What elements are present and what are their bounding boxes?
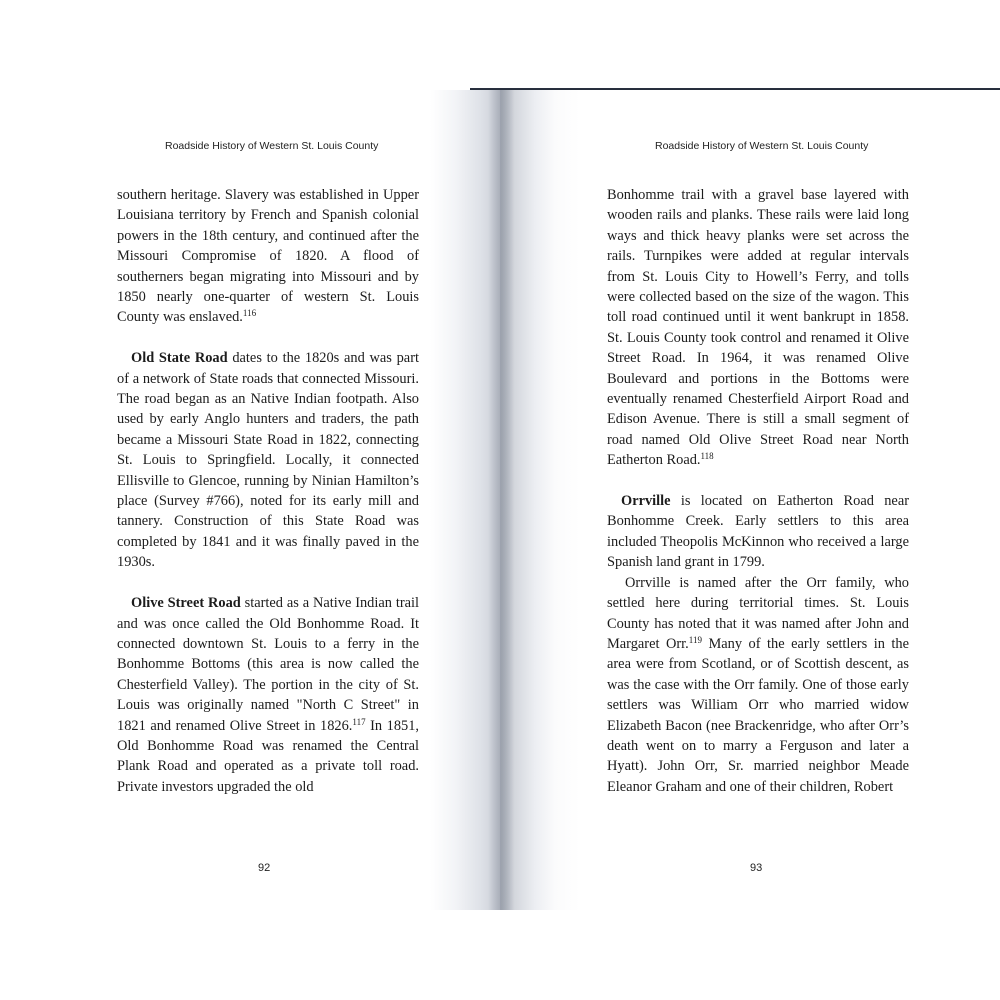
- left-page-number: 92: [258, 862, 271, 874]
- footnote-ref-118: 118: [700, 451, 714, 462]
- left-text-block: [117, 185, 419, 797]
- left-paragraph-1-text: southern heritage. Slavery was established in Upper Louisiana territory by French and Spanish colonial powers in the 18th century, and continued after the Missouri Compromise of 1820. A flood of southerners began migrating into Missouri and by 1850 nearly one-quarter of western St. Louis County was enslaved.: [117, 187, 419, 326]
- right-paragraph-3-text-b: Many of the early settlers in the area were from Scotland, or of Scottish descent, as was the case with the Orr family. One of those early settlers was William Orr who married widow Elizabeth Bacon (nee Brackenridge, who after Orr’s death went on to marry a Ferguson and later a Hyatt). John Orr, Sr. married neighbor Meade Eleanor Graham and one of their children, Robert: [607, 635, 910, 795]
- heading-orrville: Orrville: [621, 493, 671, 510]
- right-text-block: [607, 185, 909, 797]
- footnote-ref-117: 117: [352, 716, 366, 727]
- right-running-head: Roadside History of Western St. Louis County: [655, 140, 869, 152]
- right-page: [500, 90, 1000, 910]
- left-page: [0, 90, 500, 910]
- left-paragraph-2-text: dates to the 1820s and was part of a network of State roads that connected Missouri. The road began as an Native Indian footpath. Also used by early Anglo hunters and traders, the path became a Missouri State Road in 1822, connecting St. Louis to Springfield. Locally, it connected Ellisville to Glencoe, running by Ninian Hamilton’s place (Survey #766), noted for its early mill and tannery. Construction of this State Road was completed by 1841 and it was finally paved in the 1930s.: [117, 350, 419, 571]
- left-paragraph-3-text-b: In 1851, Old Bonhomme Road was renamed the Central Plank Road and operated as a private toll road. Private investors upgraded the old: [117, 717, 420, 795]
- right-paragraph-1-text: Bonhomme trail with a gravel base layered with wooden rails and planks. These rails were laid long ways and thick heavy planks were set across the rails. Turnpikes were added at regular intervals from St. Louis City to Howell’s Ferry, and tolls were collected based on the size of the wagon. This toll road continued until it went bankrupt in 1858. St. Louis County took control and renamed it Olive Street Road. In 1964, it was renamed Olive Boulevard and portions in the Bottoms were eventually renamed Chesterfield Airport Road and Edison Avenue. There is still a small segment of road named Old Olive Street Road near North Eatherton Road.: [607, 187, 909, 469]
- left-paragraph-3-text-a: started as a Native Indian trail and was once called the Old Bonhomme Road. It connected downtown St. Louis to a ferry in the Bonhomme Bottoms (this area is now called the Chesterfield Valley). The portion in the city of St. Louis was originally named "North C Street" in 1821 and renamed Olive Street in 1826.: [117, 595, 419, 734]
- right-paragraph-1: [607, 185, 909, 471]
- right-paragraph-2-text: is located on Eatherton Road near Bonhomme Creek. Early settlers to this area included Theopolis McKinnon who received a large Spanish land grant in 1799.: [607, 493, 909, 571]
- left-paragraph-2: [117, 348, 419, 572]
- right-paragraph-3: [607, 573, 909, 797]
- footnote-ref-116: 116: [242, 308, 257, 319]
- open-book: [0, 90, 1000, 910]
- right-paragraph-3-text-a: Orrville is named after the Orr family, who settled here during territorial times. St. Louis County has noted that it was named after John and Margaret Orr.: [607, 574, 909, 652]
- heading-olive-street-road: Olive Street Road: [131, 595, 241, 612]
- left-paragraph-3: [117, 593, 419, 797]
- heading-old-state-road: Old State Road: [131, 350, 228, 367]
- book-gutter-shadow: [488, 90, 514, 910]
- right-page-number: 93: [750, 862, 763, 874]
- left-paragraph-1: [117, 185, 419, 328]
- left-running-head: Roadside History of Western St. Louis County: [165, 140, 379, 152]
- right-paragraph-2: [607, 491, 909, 573]
- footnote-ref-119: 119: [688, 634, 702, 645]
